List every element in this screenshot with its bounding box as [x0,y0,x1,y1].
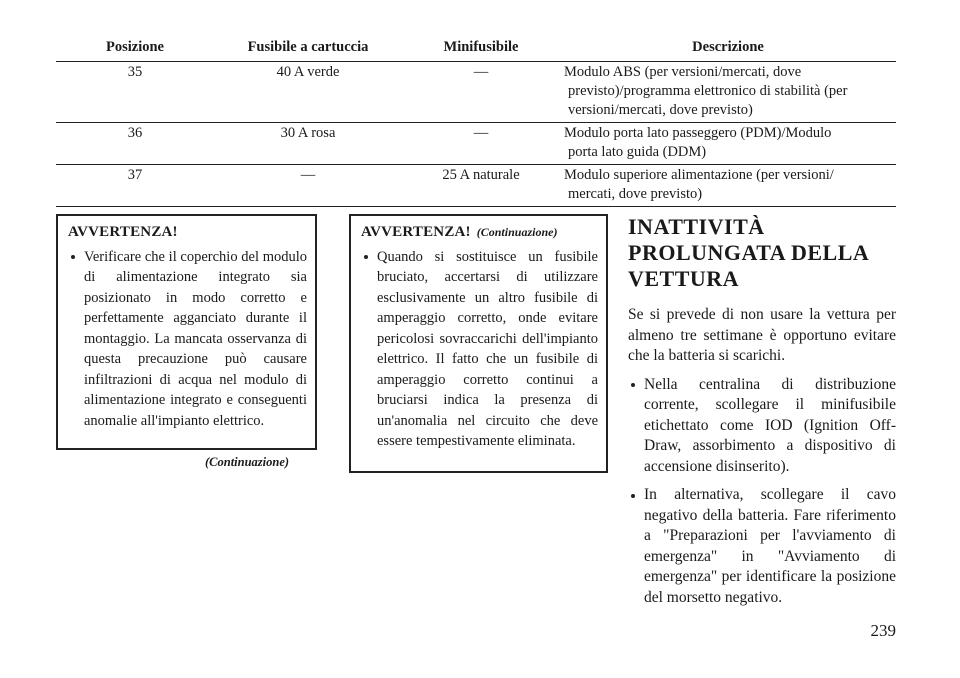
warning-box-left [56,214,317,450]
section-inattivita [628,214,896,616]
desc-line: versioni/mercati, dove previsto) [568,102,753,118]
table-header-row [56,36,896,62]
section-title [628,214,896,292]
warning-header [361,222,598,243]
warning-title: AVVERTENZA! [68,224,178,240]
col-header-minifusibile: Minifusibile [402,36,560,62]
table-row [56,62,896,123]
continuation-note: (Continuazione) [205,455,290,469]
warning-title: AVVERTENZA! [361,224,471,240]
cell-fusibile-cartuccia: 30 A rosa [280,125,336,141]
cell-descrizione [560,165,896,207]
cell-minifusibile: 25 A naturale [442,167,520,183]
continuation-label: (Continuazione) [476,225,558,239]
list-item: Nella centralina di distribuzione corrente, scollegare il minifusibile etichettato come IOD (Ignition Off-Draw, assorbimento a dispositivo di accensione disinserito). [628,375,896,478]
list-item: In alternativa, scollegare il cavo negativo della batteria. Fare riferimento a "Preparazioni per l'avviamento di emergenza" in "Avviamento di emergenza" per identificare la posizione del morsetto negativo. [628,485,896,608]
table-row [56,123,896,165]
section-title-line: VETTURA [628,266,740,291]
section-title-line: PROLUNGATA DELLA [628,240,870,265]
cell-fusibile-cartuccia: 40 A verde [276,64,340,80]
cell-posizione: 37 [127,167,143,183]
section-title-line: INATTIVITÀ [628,214,765,239]
cell-posizione: 35 [127,64,143,80]
section-intro: Se si prevede di non usare la vettura per almeno tre settimane è opportuno evitare che la batteria si scarichi. [628,306,896,364]
page-number: 239 [870,621,896,640]
table-row [56,165,896,207]
desc-line: Modulo porta lato passeggero (PDM)/Modulo [564,125,832,141]
col-header-descrizione: Descrizione [560,36,896,62]
fuse-table [56,36,896,207]
col-header-posizione: Posizione [56,36,214,62]
warning-box-continued [349,214,608,473]
desc-line: mercati, dove previsto) [568,186,703,202]
cell-descrizione [560,62,896,123]
desc-line: porta lato guida (DDM) [568,144,707,160]
col-header-fusibile-cartuccia: Fusibile a cartuccia [214,36,402,62]
warning-text: Quando si sostituisce un fusibile bruciato, accertarsi di utilizzare esclusivamente un altro fusibile di amperaggio corretto, onde evitare pericolosi sovraccarichi dell'impianto elettrico. Il fatto che un fusibile di amperaggio corretto continui a bruciarsi indica la presenza di un'anomalia nel circuito che deve essere tempestivamente eliminata. [361,247,598,452]
cell-descrizione [560,123,896,165]
desc-line: Modulo ABS (per versioni/mercati, dove [564,64,802,80]
cell-minifusibile: — [473,125,489,141]
cell-posizione: 36 [127,125,143,141]
cell-fusibile-cartuccia: — [300,167,316,183]
desc-line: previsto)/programma elettronico di stabilità (per [568,83,848,99]
desc-line: Modulo superiore alimentazione (per versioni/ [564,167,834,183]
warning-text: Verificare che il coperchio del modulo di alimentazione integrato sia posizionato in modo corretto e perfettamente agganciato durante il montaggio. La mancata osservanza di questa precauzione può causare infiltrazioni di acqua nel modulo di alimentazione integrato e conseguenti anomalie all'impianto elettrico. [68,247,307,432]
cell-minifusibile: — [473,64,489,80]
